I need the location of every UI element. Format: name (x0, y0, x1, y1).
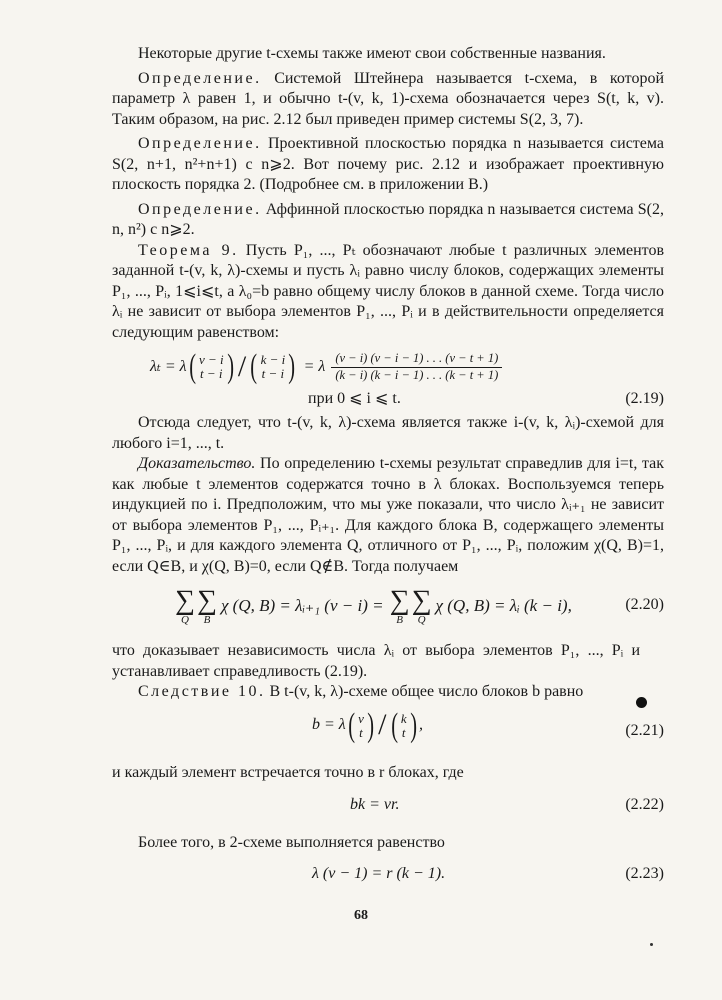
binomial-coefficient: ( k − i t − i ) (250, 348, 296, 385)
equation-2-22 (112, 787, 664, 823)
paragraph-consequence: Отсюда следует, что t-(v, k, λ)-схема является также i-(v, k, λᵢ)-схемой для любого i=1, ..., t. (112, 414, 664, 452)
definition-affine (112, 200, 664, 241)
corollary-label: Следствие 10. (138, 683, 266, 700)
definition-label: Определение. (138, 69, 262, 87)
paragraph-after-2-21: и каждый элемент встречается точно в r блоках, где (112, 763, 464, 781)
corollary-text: В t-(v, k, λ)-схеме общее число блоков b равно (269, 683, 584, 700)
definition-text: Системой Штейнера называется t-схема, в которой параметр λ равен 1, и обычно t-(v, k, 1)-схема обозначается через S(t, k, v). Таким образом, на рис. 2.12 был приведен пример системы S(2, 3, 7). (112, 69, 665, 128)
eq-text: bk = vr. (350, 796, 400, 813)
eq-lhs: λₜ = λ (150, 357, 187, 375)
eq-text: λ (v − 1) = r (k − 1). (312, 864, 446, 882)
equation-number: (2.22) (625, 796, 664, 813)
theorem-9 (112, 241, 664, 344)
proof (112, 454, 664, 577)
paragraph-after-2-20: что доказывает независимость числа λᵢ от выбора элементов P₁, ..., Pᵢ и устанавливает справедливость (2.19). (112, 642, 640, 680)
sum-symbol: ∑ Q (411, 585, 432, 626)
eq-lhs: b = λ (312, 716, 346, 734)
equation-2-23 (112, 856, 664, 890)
equation-number: (2.20) (625, 596, 664, 613)
eq-part: χ (Q, B) = λᵢ₊₁ (v − i) = (220, 596, 384, 616)
theorem-text: Пусть P₁, ..., Pₜ обозначают любые t различных элементов заданной t-(v, k, λ)-схемы и пусть λᵢ равно числу блоков, содержащих элементы P₁, ..., Pᵢ, 1⩽i⩽t, а λ₀=b равно общему числу блоков в данной схеме. Тогда число λᵢ не зависит от выбора элементов P₁, ..., Pᵢ и в действительности определяется следующим равенством: (112, 241, 665, 341)
equation-2-20 (112, 583, 664, 641)
equation-number: (2.19) (625, 390, 664, 407)
definition-steiner (112, 69, 664, 131)
proof-label: Доказательство. (138, 455, 256, 472)
binomial-coefficient: ( k t ) (390, 706, 417, 744)
equation-number: (2.21) (625, 721, 664, 739)
equation-2-21: b = λ ( v t ) / ( k t ) , (2.21) (312, 706, 664, 744)
sum-symbol: ∑ B (196, 585, 217, 626)
binomial-coefficient: ( v t ) (348, 706, 374, 744)
equation-2-19: λₜ = λ ( v − i t − i ) / ( k − i t − i ) = λ (v − i) (v − i − 1) . . . (v − t + 1) (k − i) (k − i − 1) . . . (k − t + 1) при 0 ⩽ i ⩽ t. (2.19) (112, 347, 664, 409)
definition-text: Аффинной плоскостью порядка n называется система S(2, n, n²) с n⩾2. (112, 200, 665, 238)
definition-label: Определение. (138, 200, 262, 218)
paragraph-after-2-22: Более того, в 2-схеме выполняется равенство (138, 834, 445, 851)
eq-part: χ (Q, B) = λᵢ (k − i), (435, 596, 572, 616)
eq-punct: , (418, 716, 423, 734)
page-body (112, 44, 664, 890)
definition-label: Определение. (138, 135, 262, 152)
sum-symbol: ∑ Q (175, 585, 195, 626)
fraction: (v − i) (v − i − 1) . . . (v − t + 1) (k − i) (k − i − 1) . . . (k − t + 1) (331, 351, 502, 383)
binomial-coefficient: ( v − i t − i ) (188, 348, 234, 385)
eq-condition: при 0 ⩽ i ⩽ t. (308, 390, 401, 407)
page-number: 68 (354, 908, 368, 923)
eq-equals: = λ (303, 357, 326, 375)
proof-text: По определению t-схемы результат справедлив для i=t, так как любые t элементов содержатся точно в λ блоках. Воспользуемся теперь индукцией по i. Предположим, что мы уже показали, что число λᵢ₊₁ не зависит от выбора элементов P₁, ..., Pᵢ₊₁. Для каждого блока B, содержащего элементы P₁, ..., Pᵢ, и для каждого элемента Q, отличного от P₁, ..., Pᵢ, положим χ(Q, B)=1, если Q∈B, и χ(Q, B)=0, если Q∉B. Тогда получаем (112, 455, 665, 575)
definition-text: Проективной плоскостью порядка n называется система S(2, n+1, n²+n+1) с n⩾2. Вот почему рис. 2.12 и изображает проективную плоскость порядка 2. (Подробнее см. в приложении В.) (112, 135, 664, 193)
equation-number: (2.23) (625, 864, 664, 882)
speck (650, 943, 653, 946)
theorem-label: Теорема 9. (138, 241, 239, 259)
corollary-10 (112, 682, 664, 703)
sum-symbol: ∑ B (389, 585, 410, 626)
paragraph-intro: Некоторые другие t-схемы также имеют свои собственные названия. (138, 45, 606, 62)
qed-bullet-icon (636, 697, 647, 708)
definition-projective (112, 134, 664, 196)
